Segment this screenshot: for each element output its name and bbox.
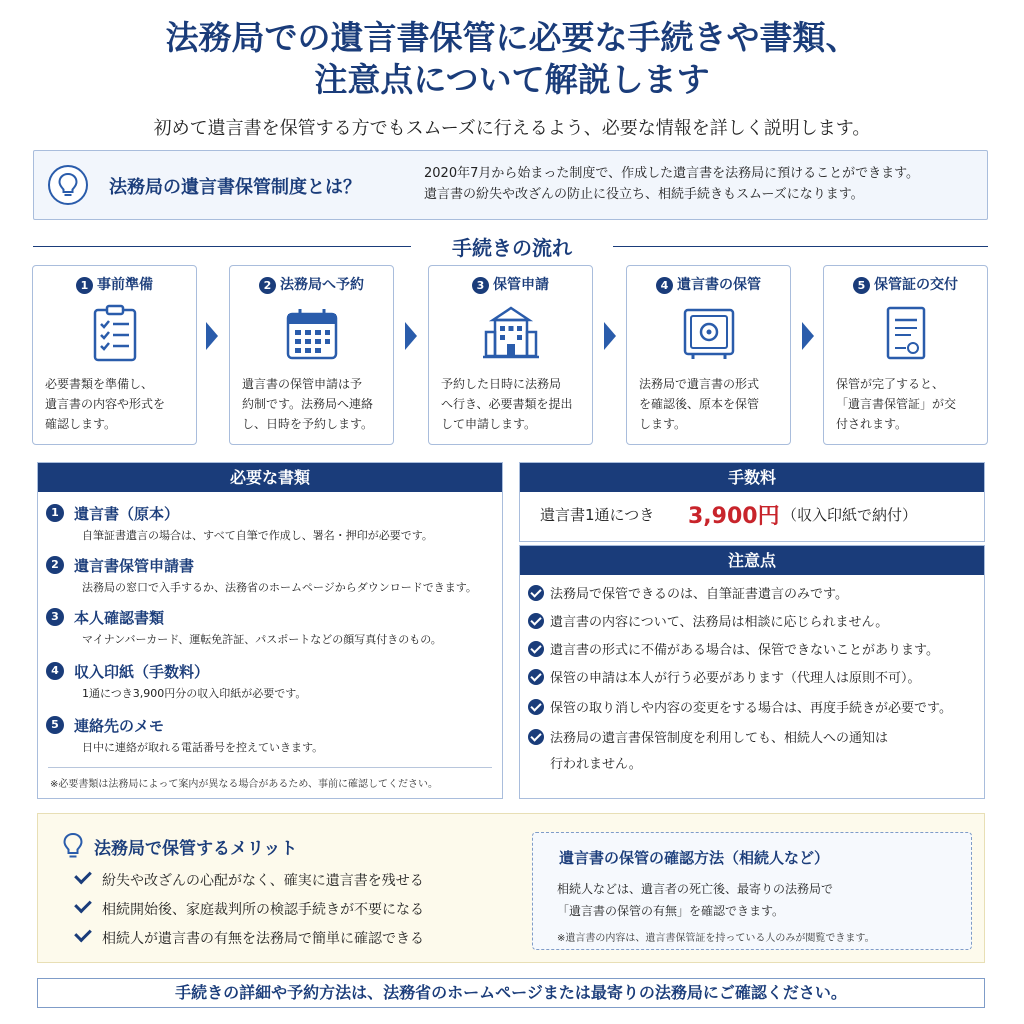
flow-step-5 — [823, 265, 988, 445]
step-line: を確認後、原本を保管 — [639, 397, 760, 411]
merit-title: 法務局で保管するメリット — [94, 839, 298, 859]
intro-heading: 法務局の遺言書保管制度とは？ — [109, 177, 361, 198]
merit-item — [78, 868, 424, 890]
merit-text: 相続開始後、家庭裁判所の検認手続きが不要になる — [102, 902, 424, 918]
fee-price: 3,900円 — [688, 504, 780, 529]
confirmation-line: 「遺言書の保管の有無」を確認できます。 — [557, 904, 785, 918]
step-line: 遺言書の内容や形式を — [45, 397, 166, 411]
caution-text: 法務局で保管できるのは、自筆証書遺言のみです。 — [550, 587, 848, 602]
step-heading — [429, 274, 592, 294]
page-title-line1: 法務局での遺言書保管に必要な手続きや書類、 — [165, 18, 859, 57]
page-title-line2: 注意点について解説します — [314, 60, 710, 99]
fee-label: 遺言書1通につき — [540, 506, 655, 524]
caution-item — [528, 726, 978, 778]
document-title: 遺言書保管申請書 — [74, 557, 195, 575]
checkmark-icon — [74, 896, 92, 914]
step-title: 法務局へ予約 — [280, 277, 364, 293]
step-description — [836, 374, 981, 434]
document-number: 4 — [46, 662, 64, 680]
caution-text: 遺言書の形式に不備がある場合は、保管できないことがあります。 — [550, 643, 939, 658]
step-description — [242, 374, 387, 434]
step-line: します。 — [639, 417, 687, 431]
confirmation-note: ※遺言書の内容は、遺言書保管証を持っている人のみが閲覧できます。 — [557, 933, 875, 944]
confirmation-title: 遺言書の保管の確認方法（相続人など） — [559, 849, 830, 867]
confirmation-text — [557, 878, 833, 922]
intro-line: 2020年7月から始まった制度で、作成した遺言書を法務局に預けることができます。 — [424, 166, 920, 181]
check-circle-icon — [528, 641, 544, 657]
building-icon — [483, 304, 539, 364]
step-line: 法務局で遺言書の形式 — [639, 377, 760, 391]
certificate-icon — [878, 304, 934, 364]
step-line: 「遺言書保管証」が交 — [836, 397, 957, 411]
checkmark-icon — [74, 867, 92, 885]
caution-text-continued: 行われません。 — [550, 757, 642, 772]
lightbulb-icon — [48, 165, 88, 205]
step-title: 事前準備 — [97, 277, 153, 293]
caution-item — [528, 696, 978, 722]
caution-text: 保管の申請は本人が行う必要があります（代理人は原則不可）。 — [550, 671, 921, 686]
step-line: し、日時を予約します。 — [242, 417, 374, 431]
lightbulb-icon — [62, 832, 84, 860]
chevron-right-icon — [802, 322, 814, 350]
checklist-icon — [87, 304, 143, 364]
caution-title: 注意点 — [520, 546, 984, 575]
step-number: 2 — [259, 277, 276, 294]
step-line: 予約した日時に法務局 — [441, 377, 562, 391]
safe-icon — [681, 304, 737, 364]
chevron-right-icon — [405, 322, 417, 350]
documents-note: ※必要書類は法務局によって案内が異なる場合があるため、事前に確認してください。 — [50, 779, 438, 790]
document-description: 1通につき3,900円分の収入印紙が必要です。 — [82, 687, 307, 700]
step-line: 確認します。 — [45, 417, 117, 431]
check-circle-icon — [528, 729, 544, 745]
document-description: 日中に連絡が取れる電話番号を控えていきます。 — [82, 741, 324, 754]
check-circle-icon — [528, 669, 544, 685]
document-number: 5 — [46, 716, 64, 734]
flow-step-3 — [428, 265, 593, 445]
step-title: 保管申請 — [493, 277, 549, 293]
step-number: 5 — [853, 277, 870, 294]
step-line: 必要書類を準備し、 — [45, 377, 154, 391]
merit-text: 相続人が遺言書の有無を法務局で簡単に確認できる — [102, 931, 424, 947]
check-circle-icon — [528, 613, 544, 629]
caution-item — [528, 638, 978, 664]
step-line: 保管が完了すると、 — [836, 377, 945, 391]
fee-title: 手数料 — [520, 463, 984, 492]
caution-item — [528, 582, 978, 608]
caution-panel — [519, 545, 985, 799]
step-number: 1 — [76, 277, 93, 294]
document-description: マイナンバーカード、運転免許証、パスポートなどの顔写真付きのもの。 — [82, 633, 442, 646]
required-documents-panel — [37, 462, 503, 799]
check-circle-icon — [528, 585, 544, 601]
caution-item — [528, 610, 978, 636]
checkmark-icon — [74, 925, 92, 943]
step-description — [441, 374, 586, 434]
chevron-right-icon — [206, 322, 218, 350]
intro-text — [424, 163, 919, 205]
confirmation-method-box — [532, 832, 972, 950]
chevron-right-icon — [604, 322, 616, 350]
merit-item — [78, 926, 424, 948]
step-line: 約制です。法務局へ連絡 — [242, 397, 374, 411]
step-line: して申請します。 — [441, 417, 537, 431]
document-title: 本人確認書類 — [74, 609, 165, 627]
flow-step-2 — [229, 265, 394, 445]
document-title: 遺言書（原本） — [74, 505, 180, 523]
confirmation-line: 相続人などは、遺言者の死亡後、最寄りの法務局で — [557, 882, 834, 896]
step-number: 4 — [656, 277, 673, 294]
flow-step-4 — [626, 265, 791, 445]
document-number: 2 — [46, 556, 64, 574]
divider — [48, 767, 492, 768]
document-title: 連絡先のメモ — [74, 717, 165, 735]
intro-box — [33, 150, 988, 220]
merit-text: 紛失や改ざんの心配がなく、確実に遺言書を残せる — [102, 873, 424, 889]
step-title: 遺言書の保管 — [677, 277, 761, 293]
document-description: 自筆証書遺言の場合は、すべて自筆で作成し、署名・押印が必要です。 — [82, 529, 433, 542]
calendar-icon — [284, 304, 340, 364]
caution-text: 法務局の遺言書保管制度を利用しても、相続人への通知は — [550, 731, 889, 746]
fee-panel — [519, 462, 985, 542]
merit-item — [78, 897, 424, 919]
step-heading — [230, 274, 393, 294]
step-line: へ行き、必要書類を提出 — [441, 397, 573, 411]
step-number: 3 — [472, 277, 489, 294]
footer-banner: 手続きの詳細や予約方法は、法務省のホームページまたは最寄りの法務局にご確認ください。 — [37, 978, 985, 1008]
documents-title: 必要な書類 — [38, 463, 502, 492]
document-description: 法務局の窓口で入手するか、法務省のホームページからダウンロードできます。 — [82, 581, 477, 594]
document-title: 収入印紙（手数料） — [74, 663, 210, 681]
step-heading — [824, 274, 987, 294]
page-subtitle: 初めて遺言書を保管する方でもスムーズに行えるよう、必要な情報を詳しく説明します。 — [153, 118, 871, 139]
caution-text: 保管の取り消しや内容の変更をする場合は、再度手続きが必要です。 — [550, 701, 952, 716]
caution-text: 遺言書の内容について、法務局は相談に応じられません。 — [550, 615, 889, 630]
fee-payment-method: （収入印紙で納付） — [782, 506, 918, 524]
step-heading — [33, 274, 196, 294]
flow-step-1 — [32, 265, 197, 445]
flow-title: 手続きの流れ — [452, 236, 572, 260]
step-line: 付されます。 — [836, 417, 908, 431]
document-number: 3 — [46, 608, 64, 626]
intro-line: 遺言書の紛失や改ざんの防止に役立ち、相続手続きもスムーズになります。 — [424, 187, 864, 202]
step-title: 保管証の交付 — [874, 277, 958, 293]
step-heading — [627, 274, 790, 294]
check-circle-icon — [528, 699, 544, 715]
step-line: 遺言書の保管申請は予 — [242, 377, 363, 391]
step-description — [45, 374, 190, 434]
caution-item — [528, 666, 978, 692]
document-number: 1 — [46, 504, 64, 522]
step-description — [639, 374, 784, 434]
